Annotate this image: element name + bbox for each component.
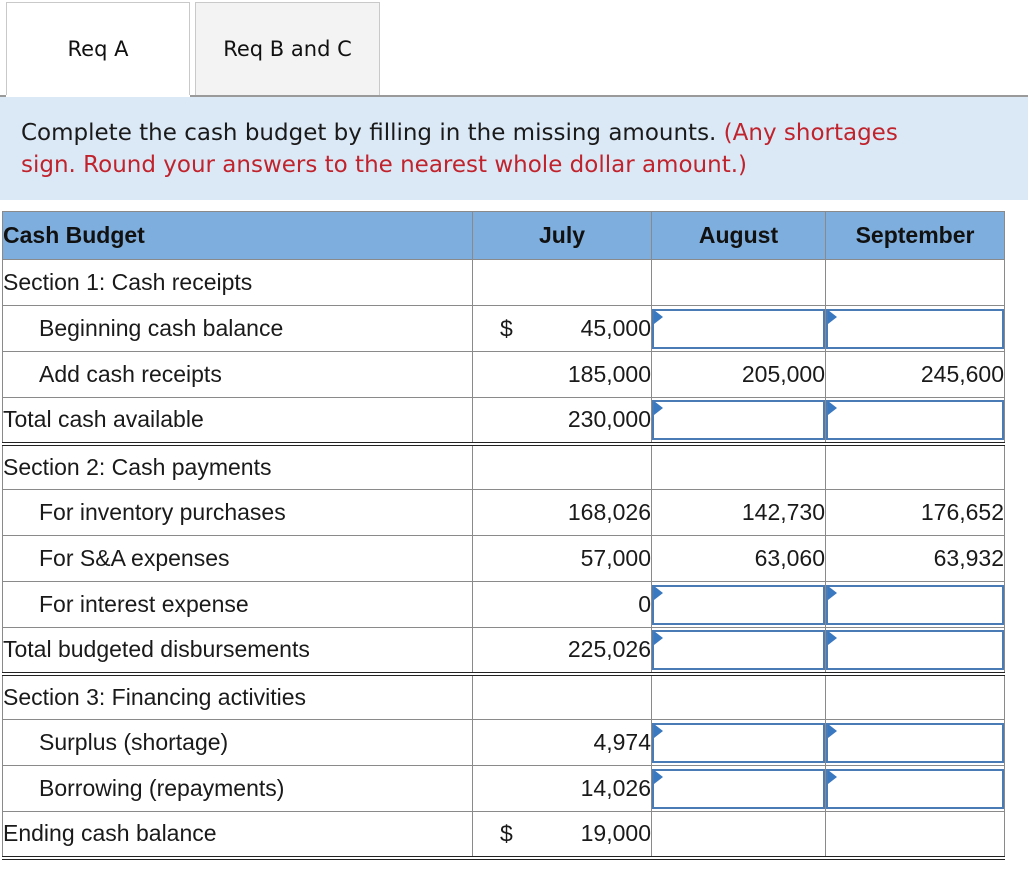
- table-row: [3, 352, 1005, 398]
- table-row: [3, 444, 1005, 490]
- august-value-cell: [652, 352, 826, 398]
- july-value: 168,026: [567, 499, 651, 525]
- row-label: For S&A expenses: [3, 536, 473, 582]
- empty-cell: [826, 260, 1005, 306]
- august-amount-input[interactable]: [652, 630, 825, 670]
- july-value-cell: [473, 352, 652, 398]
- instructions-line-1: [21, 117, 1028, 149]
- august-amount-input[interactable]: [652, 400, 825, 440]
- august-value-cell: [652, 536, 826, 582]
- row-label: Add cash receipts: [3, 352, 473, 398]
- september-amount-input[interactable]: [826, 585, 1004, 625]
- header-cash-budget: Cash Budget: [3, 212, 473, 260]
- table-header-row: [3, 212, 1005, 260]
- tab-req-b-and-c-label: Req B and C: [223, 37, 352, 61]
- table-row: [3, 720, 1005, 766]
- row-label: Section 2: Cash payments: [3, 444, 473, 490]
- july-value: 4,974: [593, 729, 651, 755]
- table-row: [3, 260, 1005, 306]
- september-input-cell: [826, 628, 1005, 674]
- september-input-cell: [826, 398, 1005, 444]
- july-value-cell: [473, 306, 652, 352]
- august-input-cell: [652, 628, 826, 674]
- july-value: 0: [638, 591, 651, 617]
- empty-cell: [826, 674, 1005, 720]
- july-value: 57,000: [580, 545, 651, 571]
- july-value-cell: [473, 398, 652, 444]
- tab-req-a-label: Req A: [67, 37, 129, 61]
- july-value: 19,000: [580, 820, 651, 847]
- september-amount-input[interactable]: [826, 723, 1004, 763]
- header-august: August: [652, 212, 826, 260]
- september-amount-input[interactable]: [826, 769, 1004, 809]
- row-label: Ending cash balance: [3, 812, 473, 858]
- row-label: For interest expense: [3, 582, 473, 628]
- july-value-cell: [473, 766, 652, 812]
- dollar-sign: $: [500, 315, 513, 341]
- september-value-cell: [826, 352, 1005, 398]
- instructions-text: Complete the cash budget by filling in the missing amounts.: [21, 120, 717, 146]
- empty-cell: [652, 260, 826, 306]
- august-value: 205,000: [741, 361, 825, 387]
- september-amount-input[interactable]: [826, 400, 1004, 440]
- empty-cell: [652, 812, 826, 858]
- row-label: Total budgeted disbursements: [3, 628, 473, 674]
- august-input-cell: [652, 398, 826, 444]
- table-row: [3, 536, 1005, 582]
- september-input-cell: [826, 720, 1005, 766]
- july-value-cell: [473, 536, 652, 582]
- august-amount-input[interactable]: [652, 309, 825, 349]
- july-value-cell: [473, 628, 652, 674]
- header-september: September: [826, 212, 1005, 260]
- row-label: Section 3: Financing activities: [3, 674, 473, 720]
- row-label: Surplus (shortage): [3, 720, 473, 766]
- september-input-cell: [826, 582, 1005, 628]
- august-input-cell: [652, 582, 826, 628]
- september-amount-input[interactable]: [826, 630, 1004, 670]
- empty-cell: [473, 260, 652, 306]
- july-value-cell: [473, 720, 652, 766]
- table-row: [3, 398, 1005, 444]
- september-value: 63,932: [933, 545, 1004, 571]
- july-value: 185,000: [567, 361, 651, 387]
- august-amount-input[interactable]: [652, 723, 825, 763]
- tab-req-a[interactable]: [6, 2, 190, 95]
- august-input-cell: [652, 766, 826, 812]
- september-input-cell: [826, 766, 1005, 812]
- july-value: 225,026: [567, 636, 651, 663]
- empty-cell: [652, 444, 826, 490]
- instructions-note-2: sign. Round your answers to the nearest whole dollar amount.): [21, 152, 747, 178]
- cash-budget-table: [2, 211, 1005, 860]
- september-input-cell: [826, 306, 1005, 352]
- september-value: 176,652: [920, 499, 1004, 525]
- august-amount-input[interactable]: [652, 769, 825, 809]
- july-value-cell: [473, 490, 652, 536]
- august-amount-input[interactable]: [652, 585, 825, 625]
- august-value: 142,730: [741, 499, 825, 525]
- august-input-cell: [652, 720, 826, 766]
- instructions-panel: [0, 97, 1028, 200]
- august-value: 63,060: [754, 545, 825, 571]
- july-value-cell: [473, 812, 652, 858]
- empty-cell: [473, 674, 652, 720]
- table-row: [3, 674, 1005, 720]
- july-value-cell: [473, 582, 652, 628]
- header-july: July: [473, 212, 652, 260]
- august-value-cell: [652, 490, 826, 536]
- dollar-sign: $: [500, 820, 513, 847]
- table-body: [3, 260, 1005, 858]
- july-value: 45,000: [580, 315, 651, 341]
- september-value-cell: [826, 536, 1005, 582]
- july-value: 14,026: [580, 775, 651, 801]
- september-amount-input[interactable]: [826, 309, 1004, 349]
- table-row: [3, 628, 1005, 674]
- row-label: Beginning cash balance: [3, 306, 473, 352]
- row-label: Total cash available: [3, 398, 473, 444]
- instructions-note-1: (Any shortages: [723, 120, 898, 146]
- september-value: 245,600: [920, 361, 1004, 387]
- empty-cell: [826, 812, 1005, 858]
- tab-req-b-and-c[interactable]: [195, 2, 380, 95]
- table-row: [3, 306, 1005, 352]
- table-row: [3, 766, 1005, 812]
- empty-cell: [826, 444, 1005, 490]
- row-label: For inventory purchases: [3, 490, 473, 536]
- september-value-cell: [826, 490, 1005, 536]
- july-value: 230,000: [567, 406, 651, 433]
- empty-cell: [652, 674, 826, 720]
- table-row: [3, 812, 1005, 858]
- row-label: Borrowing (repayments): [3, 766, 473, 812]
- table-row: [3, 582, 1005, 628]
- table-row: [3, 490, 1005, 536]
- august-input-cell: [652, 306, 826, 352]
- empty-cell: [473, 444, 652, 490]
- row-label: Section 1: Cash receipts: [3, 260, 473, 306]
